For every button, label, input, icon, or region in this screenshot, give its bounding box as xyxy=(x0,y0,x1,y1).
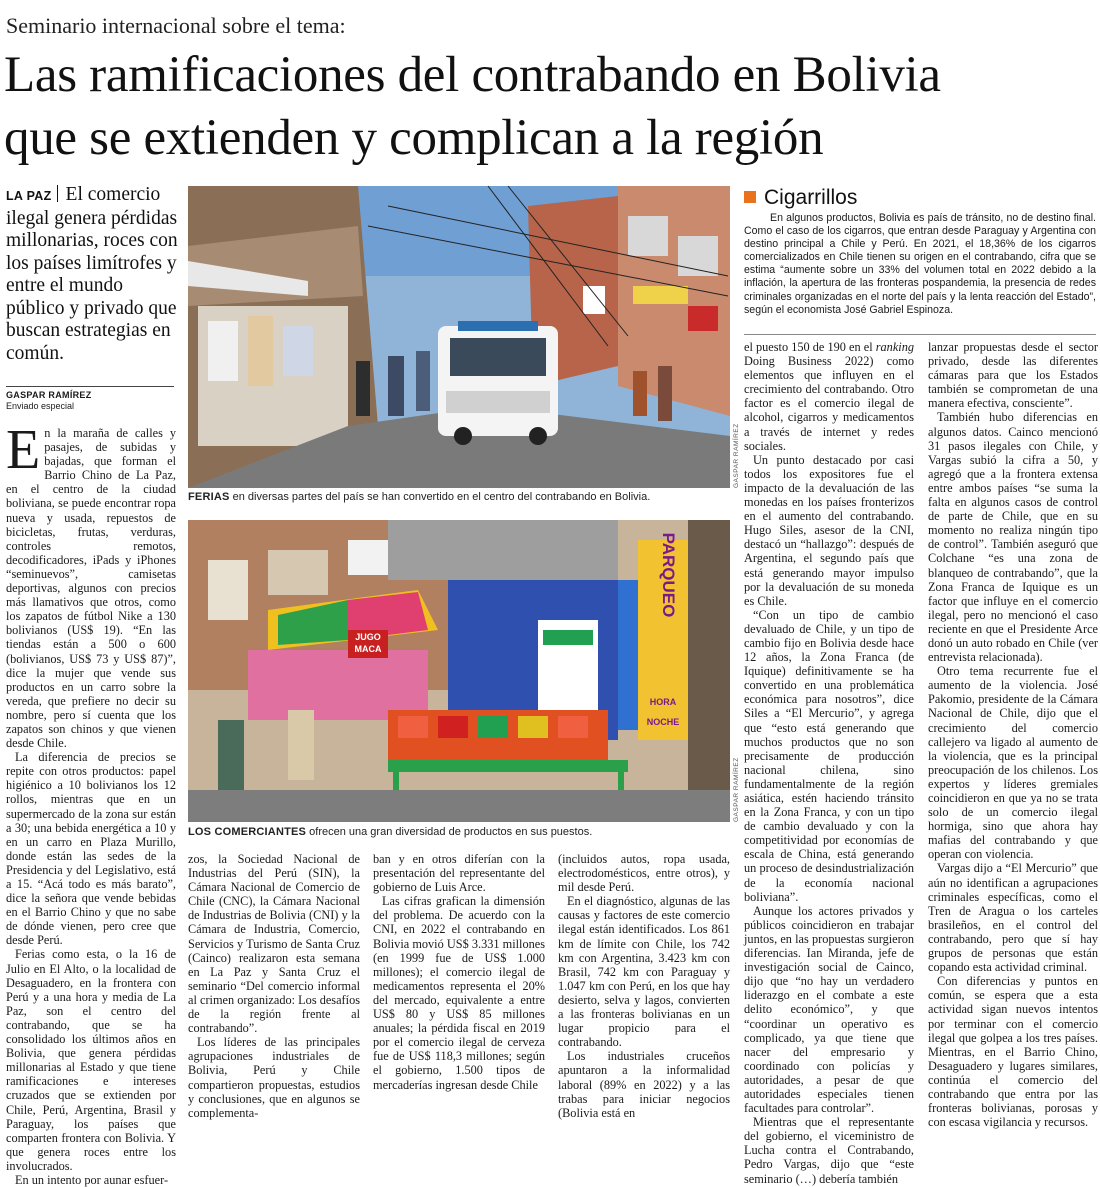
body-column-4 xyxy=(558,852,730,1120)
paragraph: Ferias como esta, o la 16 de Julio en El Alto, o la localidad de Desaguadero, en la frontera con Perú y a una hora y media de La Paz, son el centro del contrabando, que se ha consolidado los últimos años en Bolivia, que genera pérdidas millonarias al Estado y que tiene ramificaciones e intereses cruzados que se extienden por Chile, Perú, Argentina, Brasil y Paraguay, los países que comparten frontera con Bolivia. Y que genera roces entre los involucrados. xyxy=(6,947,176,1173)
sidebar-square-icon xyxy=(744,191,756,203)
paragraph: Vargas dijo a “El Mercurio” que aún no identifican a agrupaciones criminales específicas, como el Tren de Aragua o los carteles brasileños, en el control del contrabando, pero que sí hay grupos de personas que están copando esta actividad criminal. xyxy=(928,861,1098,975)
paragraph: Las cifras grafican la dimensión del problema. De acuerdo con la CNI, en 2022 el contrabando en Bolivia movió US$ 3.331 millones (en 1999 fue de US$ 1.000 millones); el comercio ilegal de medicamentos representa el 20% del mercado, equivalente a entre US$ 80 y US$ 85 millones anuales; la pérdida fiscal en 2019 por el comercio ilegal de cerveza fue de US$ 118,3 millones; según el gobierno, 1.500 tipos de mercaderías ingresan desde Chile xyxy=(373,894,545,1092)
photo-credit: GASPAR RAMÍREZ xyxy=(733,757,740,822)
paragraph: “Con un tipo de cambio devaluado de Chile, y un tipo de cambio fijo en Bolivia desde hace 12 años, la Zona Franca (de Iquique) definitivamente se ha convertido en una problemática económica para nosotros”, dice Siles a “El Mercurio”, y agrega que “esto está generando que muchos productos que no son precisamente de producción nacional chilena, sino fundamentalmente de la región asiática, estén haciendo tránsito en la Zona Franca, y con un tipo de cambio devaluado y con la competitividad por economías de escala de China, está generando un proceso de desindustrialización de la economía nacional boliviana”. xyxy=(744,607,914,904)
sidebar-text: En algunos productos, Bolivia es país de tránsito, no de destino final. Como el caso de los cigarros, que entran desde Paraguay y Argentina con destino principal a Chile y Perú. En 2021, el 18,36% de los cigarros comercializados en Chile tienen su origen en el contrabando, cifra que se estima “aumente sobre un 33% del volumen total en 2022 debido a la inflación, la apertura de las fronteras pospandemia, la presencia de redes criminales organizadas en el norte del país y la lenta reacción del Estado”, según el economista José Gabriel Espinoza. xyxy=(744,212,1096,316)
photo-vendor-stall xyxy=(188,520,730,822)
sign-maca: MACA xyxy=(354,644,382,654)
sign-hora: HORA xyxy=(649,697,677,707)
photo-caption xyxy=(188,491,730,504)
sidebar-rule xyxy=(744,334,1096,335)
paragraph: Con diferencias y puntos en común, se espera que a esta actividad sigan nuevos intentos por terminar con el comercio ilegal que golpea a los tres países. Mientras, en el Barrio Chino, Desaguadero y lugares similares, continúa el comercio del contrabando que entra por las fronteras bolivianas, porosas y con escasa vigilancia y recursos. xyxy=(928,974,1098,1130)
drop-cap: E xyxy=(6,419,41,481)
paragraph: Otro tema recurrente fue el aumento de la violencia. José Pakomio, presidente de la Cámara Nacional de Chile, dijo que el crecimiento del comercio callejero va ligado al aumento de la violencia, que es la principal preocupación de los chilenos. Los expertos y líderes gremiales coincidieron en que ya no se trata solo de un comercio ilegal hormiga, sino que ahora hay mafias del contrabando y que operan con violencia. xyxy=(928,664,1098,862)
deck xyxy=(6,184,178,365)
byline-name: GASPAR RAMÍREZ xyxy=(6,390,92,400)
paragraph: el puesto 150 de 190 en el ranking Doing Business 2022) como elementos que influyen en el crecimiento del contrabando. Otro factor es el comercio ilegal de alcohol, cigarros y medicamentos a través de internet y redes sociales. xyxy=(744,340,914,453)
sidebar-title: Cigarrillos xyxy=(744,186,857,210)
dateline-place: LA PAZ xyxy=(6,189,52,203)
kicker: Seminario internacional sobre el tema: xyxy=(6,13,346,38)
body-column-5 xyxy=(744,340,914,1186)
caption-lead: FERIAS xyxy=(188,491,230,503)
byline xyxy=(6,390,178,412)
paragraph: Mientras que el representante del gobierno, el viceministro de Lucha contra el Contrabando, Pedro Vargas, dijo que “este seminario (…) debería también xyxy=(744,1115,914,1186)
caption-text: ofrecen una gran diversidad de productos en sus puestos. xyxy=(306,826,593,838)
paragraph: n la maraña de calles y pasajes, de subidas y bajadas, que forman el Barrio Chino de La Paz, en el centro de la ciudad boliviana, se puede encontrar ropa nueva y usada, repuestos de bicicletas, frutas, verduras, controles remotos, decodificadores, iPads y iPhones “seminuevos”, camisetas deportivas, algunos con precios más llamativos que otros, como los zapatos de fútbol Nike a 130 bolivianos (US$ 19). “En las tiendas están a 500 o 600 (bolivianos, US$ 73 y US$ 87)”, dice la mujer que vende sus productos en un carro sobre la vereda, que prefiere no decir su nombre, pero sí cuenta que los zapatos son chinos y que vienen desde Chile. xyxy=(6,426,176,751)
byline-rule xyxy=(6,386,174,387)
paragraph: En el diagnóstico, algunas de las causas y factores de este comercio ilegal están identificados. Los 861 km de límite con Chile, los 742 km con Argentina, 3.423 km con Brasil, 742 km con Paraguay y 1.047 km con Perú, en los que hay desierto, selva y lagos, convierten a las fronteras bolivianas en un lugar propicio para el contrabando. xyxy=(558,894,730,1050)
body-column-1 xyxy=(6,419,176,1187)
caption-text: en diversas partes del país se han convertido en el centro del contrabando en Bolivia. xyxy=(229,491,651,503)
headline xyxy=(4,44,1096,170)
body-column-6 xyxy=(928,340,1098,1130)
headline-line-2: que se extienden y complican a la región xyxy=(4,110,824,166)
paragraph: (incluidos autos, ropa usada, electrodomésticos, entre otros), y mil desde Perú. xyxy=(558,852,730,895)
photo-street-market-illustration xyxy=(188,186,730,488)
sign-jugo: JUGO xyxy=(355,632,381,642)
photo-street-market xyxy=(188,186,730,488)
dateline-divider xyxy=(57,185,58,202)
photo-credit: GASPAR RAMÍREZ xyxy=(733,423,740,488)
paragraph: También hubo diferencias en algunos datos. Cainco mencionó 31 pasos ilegales con Chile, y Vargas subió la cifra a 50, y agregó que a la frontera extensa entre ambos países “se suma la falta en algunos casos de control de parte de Chile, que en su momento no realiza ningún tipo de control”. También aseguró que Colchane “es una zona de blanqueo de contrabando”, que la Zona Franca de Iquique es un factor que influye en el comercio ilegal, pero no mencionó el caso reciente en que el Presidente Arce donó un auto robado en Chile (ver entrevista relacionada). xyxy=(928,410,1098,665)
paragraph: Los industriales cruceños apuntaron a la informalidad laboral (89% en 2022) y a las trabas para iniciar negocios (Bolivia está en xyxy=(558,1049,730,1120)
deck-text: El comercio ilegal genera pérdidas millonarias, roces con los países limítrofes y entre el mundo público y privado que buscan estrategias en común. xyxy=(6,184,178,364)
paragraph: En un intento por aunar esfuer- xyxy=(15,1172,169,1187)
paragraph: ban y en otros diferían con la presentación del representante del gobierno de Luis Arce. xyxy=(373,852,545,895)
paragraph: lanzar propuestas desde el sector privado, desde las diferentes cámaras para que los Estados también se comprometan de una manera efectiva, consciente”. xyxy=(928,340,1098,411)
paragraph: La diferencia de precios se repite con otros productos: papel higiénico a 10 bolivianos los 12 rollos, mientras que en un supermercado de la zona sur están a 30; una bebida energética a 10 y en un carro en Plaza Murillo, donde están las sedes de la Presidencia y del Legislativo, está a 15. “Acá todo es más barato”, dice la señora que vende bebidas en el Barrio Chino y que no sabe de dónde vienen, pero cree que desde Perú. xyxy=(6,750,176,948)
caption-lead: LOS COMERCIANTES xyxy=(188,826,307,838)
body-column-2 xyxy=(188,852,360,1120)
sign-parqueo: PARQUEO xyxy=(659,532,678,618)
byline-role: Enviado especial xyxy=(6,401,75,411)
paragraph: Aunque los actores privados y públicos coincidieron en trabajar juntos, en las propuestas surgieron diferencias. Ian Miranda, jefe de investigación social de Cainco, dijo que “no hay un verdadero liderazgo en el combate a este delito económico”, y que “coordinar un operativo es complicado, ya que tiene que nacer del empresario y coordinado con policías y autoridades, a pesar de que autoridades especiales tienen facultades para controlar”. xyxy=(744,903,914,1116)
headline-line-1: Las ramificaciones del contrabando en Bolivia xyxy=(4,47,941,103)
paragraph: Un punto destacado por casi todos los expositores fue el impacto de la devaluación de las monedas en los países fronterizos en el aumento del contrabando. Hugo Siles, asesor de la CNI, destacó un “hallazgo”: después de Argentina, el segundo país que está generando mayor impulso por la devaluación de su moneda es Chile. xyxy=(744,452,914,608)
paragraph: Los líderes de las principales agrupaciones industriales de Bolivia, Perú y Chile compartieron propuestas, estudios y conclusiones, que en algunos se complementa- xyxy=(188,1035,360,1120)
paragraph: zos, la Sociedad Nacional de Industrias del Perú (SIN), la Cámara Nacional de Comercio de Chile (CNC), la Cámara Nacional de Industrias de Bolivia (CNI) y la Cámara de Industria, Comercio, Servicios y Turismo de Santa Cruz (Cainco) realizaron esta semana en La Paz y Santa Cruz el seminario “Del comercio informal al crimen organizado: Los desafíos de la región frente al contrabando”. xyxy=(188,852,360,1036)
body-column-3 xyxy=(373,852,545,1092)
photo-caption xyxy=(188,826,730,839)
sign-noche: NOCHE xyxy=(646,717,680,727)
